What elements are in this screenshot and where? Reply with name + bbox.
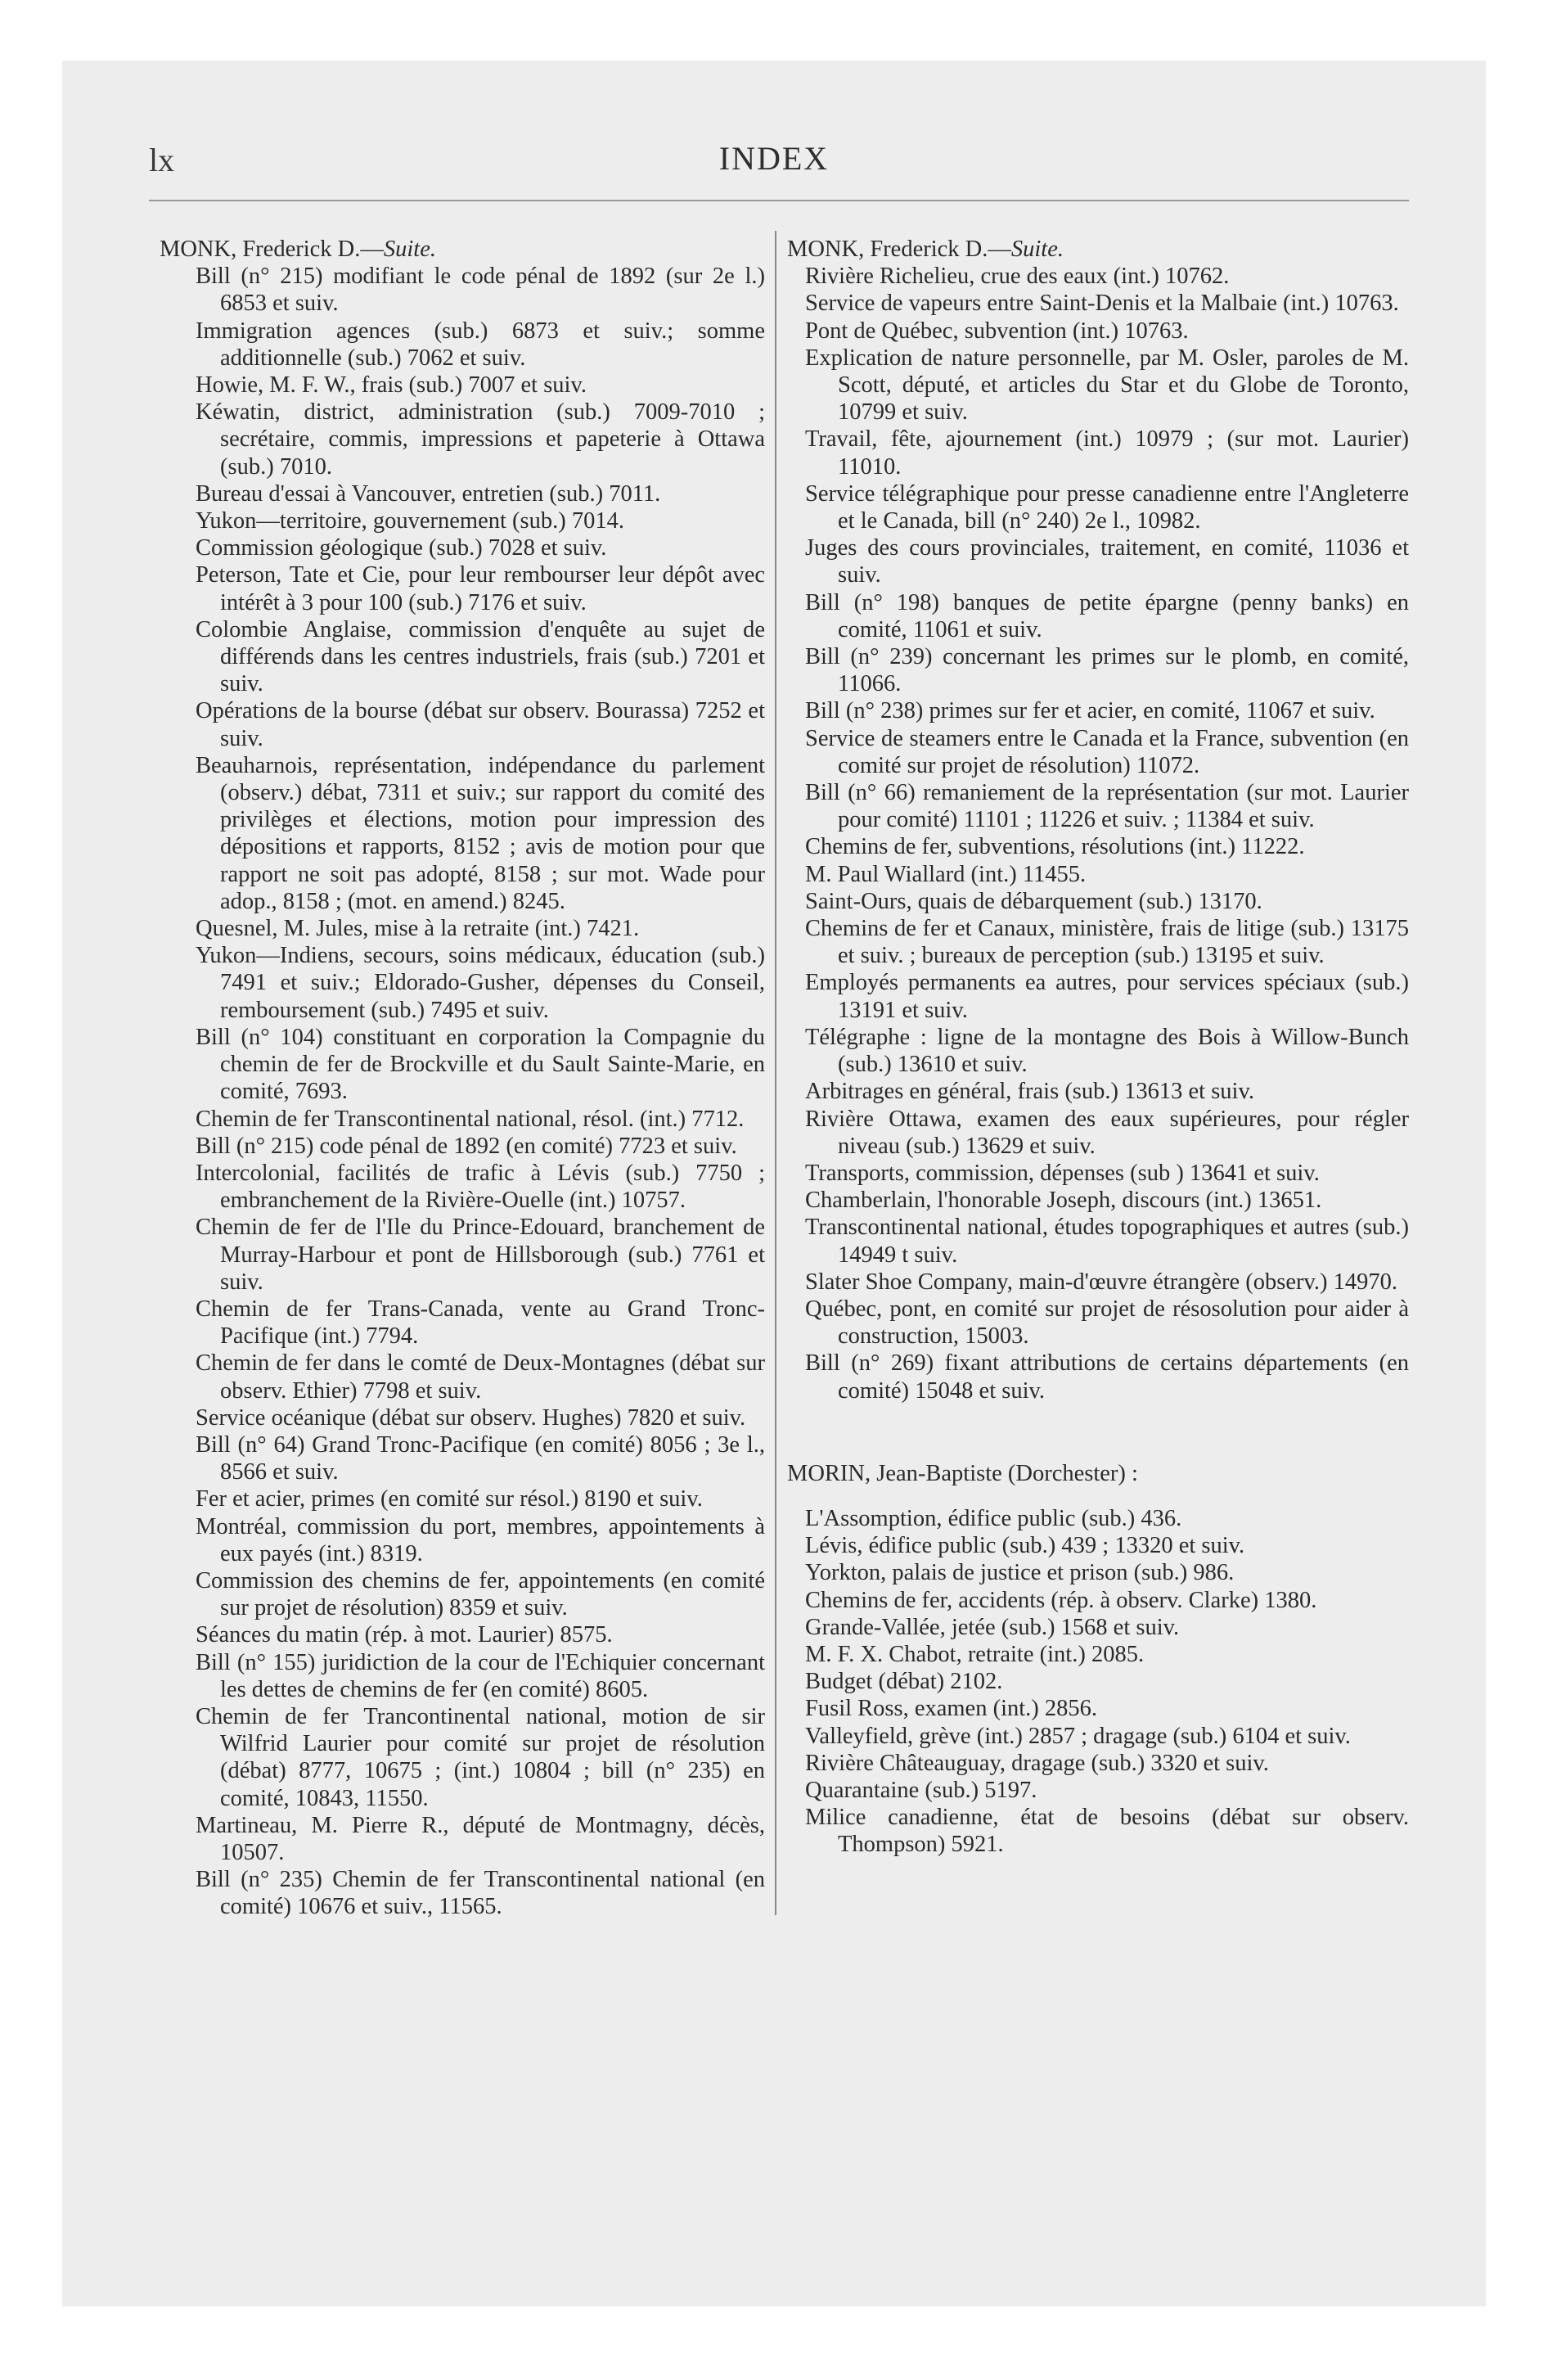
index-entry: Colombie Anglaise, commission d'enquête au sujet de différends dans les centres industriels, frais (sub.) 7201 et suiv. [196,616,765,697]
section-gap [787,1404,1409,1460]
index-entry: Bill (n° 215) code pénal de 1892 (en comité) 7723 et suiv. [196,1133,737,1159]
index-entry: Bill (n° 66) remaniement de la représentation (sur mot. Laurier pour comité) 11101 ; 11226 et suiv. ; 11384 et suiv. [805,780,1409,833]
index-entry: Chemin de fer dans le comté de Deux-Montagnes (débat sur observ. Ethier) 7798 et suiv. [196,1350,765,1404]
index-entry: Yukon—Indiens, secours, soins médicaux, éducation (sub.) 7491 et suiv.; Eldorado-Gusher, dépenses du Conseil, remboursement (sub.) 7495 et suiv. [196,943,765,1023]
index-entry: Commission géologique (sub.) 7028 et suiv. [196,535,607,561]
index-entry: L'Assomption, édifice public (sub.) 436. [805,1505,1182,1531]
index-entry: Quarantaine (sub.) 5197. [805,1777,1037,1803]
left-entry-list [160,263,765,1920]
index-entry: Grande-Vallée, jetée (sub.) 1568 et suiv. [805,1614,1180,1640]
index-entry: Howie, M. F. W., frais (sub.) 7007 et suiv. [196,372,587,399]
index-entry: Chemins de fer et Canaux, ministère, frais de litige (sub.) 13175 et suiv. ; bureaux de perception (sub.) 13195 et suiv. [805,916,1409,969]
index-entry: Bureau d'essai à Vancouver, entretien (sub.) 7011. [196,480,661,507]
heading-name: MONK, Frederick D.— [787,237,1011,262]
index-entry: Juges des cours provinciales, traitement, en comité, 11036 et suiv. [805,535,1409,588]
section-gap-small [787,1487,1409,1505]
index-entry: Intercolonial, facilités de trafic à Lévis (sub.) 7750 ; embranchement de la Rivière-Ouelle (int.) 10757. [196,1160,765,1214]
index-entry: Transcontinental national, études topographiques et autres (sub.) 14949 t suiv. [805,1215,1409,1268]
index-entry: Bill (n° 104) constituant en corporation la Compagnie du chemin de fer de Brockville et du Sault Sainte-Marie, en comité, 7693. [196,1024,765,1105]
index-entry: Chemin de fer Trancontinental national, motion de sir Wilfrid Laurier pour comité sur projet de résolution (débat) 8777, 10675 ; (int.) 10804 ; bill (n° 235) en comité, 10843, 11550. [196,1703,765,1811]
index-entry: Martineau, M. Pierre R., député de Montmagny, décès, 10507. [196,1812,765,1865]
index-entry: Bill (n° 64) Grand Tronc-Pacifique (en comité) 8056 ; 3e l., 8566 et suiv. [196,1431,765,1485]
left-column [160,236,765,1921]
index-entry: Télégraphe : ligne de la montagne des Bois à Willow-Bunch (sub.) 13610 et suiv. [805,1024,1409,1078]
heading-name: MONK, Frederick D.— [160,237,384,262]
index-entry: Saint-Ours, quais de débarquement (sub.) 13170. [805,888,1262,914]
index-entry: Milice canadienne, état de besoins (débat sur observ. Thompson) 5921. [805,1805,1409,1858]
index-entry: Explication de nature personnelle, par M. Osler, paroles de M. Scott, député, et articles du Star et du Globe de Toronto, 10799 et suiv. [805,345,1409,426]
index-entry: Transports, commission, dépenses (sub ) 13641 et suiv. [805,1160,1320,1186]
index-entry: Chamberlain, l'honorable Joseph, discours (int.) 13651. [805,1188,1322,1214]
index-entry: Commission des chemins de fer, appointements (en comité sur projet de résolution) 8359 et suiv. [196,1567,765,1621]
index-entry: Budget (débat) 2102. [805,1669,1003,1695]
index-entry: Service océanique (débat sur observ. Hughes) 7820 et suiv. [196,1404,746,1431]
right-column [787,236,1409,1859]
right-entry-list-morin [787,1505,1409,1859]
index-entry: Arbitrages en général, frais (sub.) 13613 et suiv. [805,1079,1254,1105]
index-entry: Employés permanents ea autres, pour services spéciaux (sub.) 13191 et suiv. [805,970,1409,1023]
index-entry: Travail, fête, ajournement (int.) 10979 ; (sur mot. Laurier) 11010. [805,426,1409,480]
index-entry: Valleyfield, grève (int.) 2857 ; dragage (sub.) 6104 et suiv. [805,1723,1351,1749]
index-entry: Chemins de fer, subventions, résolutions (int.) 11222. [805,834,1305,860]
right-entry-list [787,263,1409,1404]
heading-suite: Suite. [383,237,436,262]
index-entry: Rivière Ottawa, examen des eaux supérieures, pour régler niveau (sub.) 13629 et suiv. [805,1106,1409,1159]
index-entry: Service télégraphique pour presse canadienne entre l'Angleterre et le Canada, bill (n° 240) 2e l., 10982. [805,480,1409,534]
index-entry: Chemins de fer, accidents (rép. à observ. Clarke) 1380. [805,1587,1317,1613]
running-head-title: INDEX [718,140,830,177]
index-entry: Opérations de la bourse (débat sur observ. Bourassa) 7252 et suiv. [196,698,765,751]
index-heading [787,236,1409,263]
index-entry: Yorkton, palais de justice et prison (sub.) 986. [805,1560,1235,1586]
index-entry: Chemin de fer Trans-Canada, vente au Grand Tronc-Pacifique (int.) 7794. [196,1296,765,1350]
index-entry: Immigration agences (sub.) 6873 et suiv.; somme additionnelle (sub.) 7062 et suiv. [196,318,765,371]
index-entry: Fer et acier, primes (en comité sur résol.) 8190 et suiv. [196,1486,703,1512]
index-entry: Bill (n° 269) fixant attributions de certains départements (en comité) 15048 et suiv. [805,1350,1409,1404]
index-entry: Bill (n° 215) modifiant le code pénal de 1892 (sur 2e l.) 6853 et suiv. [196,264,765,317]
page-number: lx [149,142,175,178]
index-entry: Rivière Richelieu, crue des eaux (int.) 10762. [805,264,1230,290]
index-heading-morin: MORIN, Jean-Baptiste (Dorchester) : [787,1460,1138,1486]
index-entry: Lévis, édifice public (sub.) 439 ; 13320 et suiv. [805,1533,1245,1559]
index-entry: Rivière Châteauguay, dragage (sub.) 3320 et suiv. [805,1750,1269,1776]
index-entry: Séances du matin (rép. à mot. Laurier) 8575. [196,1622,613,1648]
index-entry: Slater Shoe Company, main-d'œuvre étrangère (observ.) 14970. [805,1269,1398,1295]
index-entry: Quesnel, M. Jules, mise à la retraite (int.) 7421. [196,916,640,942]
index-entry: Pont de Québec, subvention (int.) 10763. [805,318,1189,344]
index-entry: Bill (n° 239) concernant les primes sur le plomb, en comité, 11066. [805,644,1409,697]
index-entry: Québec, pont, en comité sur projet de résosolution pour aider à construction, 15003. [805,1296,1409,1350]
index-entry: Service de vapeurs entre Saint-Denis et la Malbaie (int.) 10763. [805,291,1399,317]
index-entry: Bill (n° 235) Chemin de fer Transcontinental national (en comité) 10676 et suiv., 11565. [196,1867,765,1920]
index-entry: Kéwatin, district, administration (sub.) 7009-7010 ; secrétaire, commis, impressions et papeterie à Ottawa (sub.) 7010. [196,399,765,480]
index-entry: Bill (n° 238) primes sur fer et acier, en comité, 11067 et suiv. [805,698,1375,724]
index-heading [160,236,765,263]
heading-suite: Suite. [1010,237,1064,262]
index-entry: Bill (n° 198) banques de petite épargne (penny banks) en comité, 11061 et suiv. [805,589,1409,642]
index-entry: Peterson, Tate et Cie, pour leur rembourser leur dépôt avec intérêt à 3 pour 100 (sub.) 7176 et suiv. [196,562,765,615]
column-divider [775,231,776,1915]
header-rule [149,200,1409,201]
index-entry: Fusil Ross, examen (int.) 2856. [805,1696,1098,1722]
index-entry: M. Paul Wiallard (int.) 11455. [805,861,1087,887]
index-entry: Chemin de fer de l'Ile du Prince-Edouard, branchement de Murray-Harbour et pont de Hillsborough (sub.) 7761 et suiv. [196,1215,765,1295]
index-entry: Chemin de fer Transcontinental national, résol. (int.) 7712. [196,1106,745,1132]
index-entry: Yukon—territoire, gouvernement (sub.) 7014. [196,508,624,534]
index-entry: Service de steamers entre le Canada et la France, subvention (en comité sur projet de résolution) 11072. [805,725,1409,778]
index-entry: Bill (n° 155) juridiction de la cour de l'Echiquier concernant les dettes de chemins de fer (en comité) 8605. [196,1649,765,1702]
index-entry: Beauharnois, représentation, indépendance du parlement (observ.) débat, 7311 et suiv.; sur rapport du comité des privilèges et élections, motion pour impression des dépositions et rapports, 8152 ; avis de motion pour que rapport ne soit pas adopté, 8158 ; sur mot. Wade pour adop., 8158 ; (mot. en amend.) 8245. [196,752,765,914]
index-entry: Montréal, commission du port, membres, appointements à eux payés (int.) 8319. [196,1513,765,1566]
index-entry: M. F. X. Chabot, retraite (int.) 2085. [805,1641,1145,1667]
